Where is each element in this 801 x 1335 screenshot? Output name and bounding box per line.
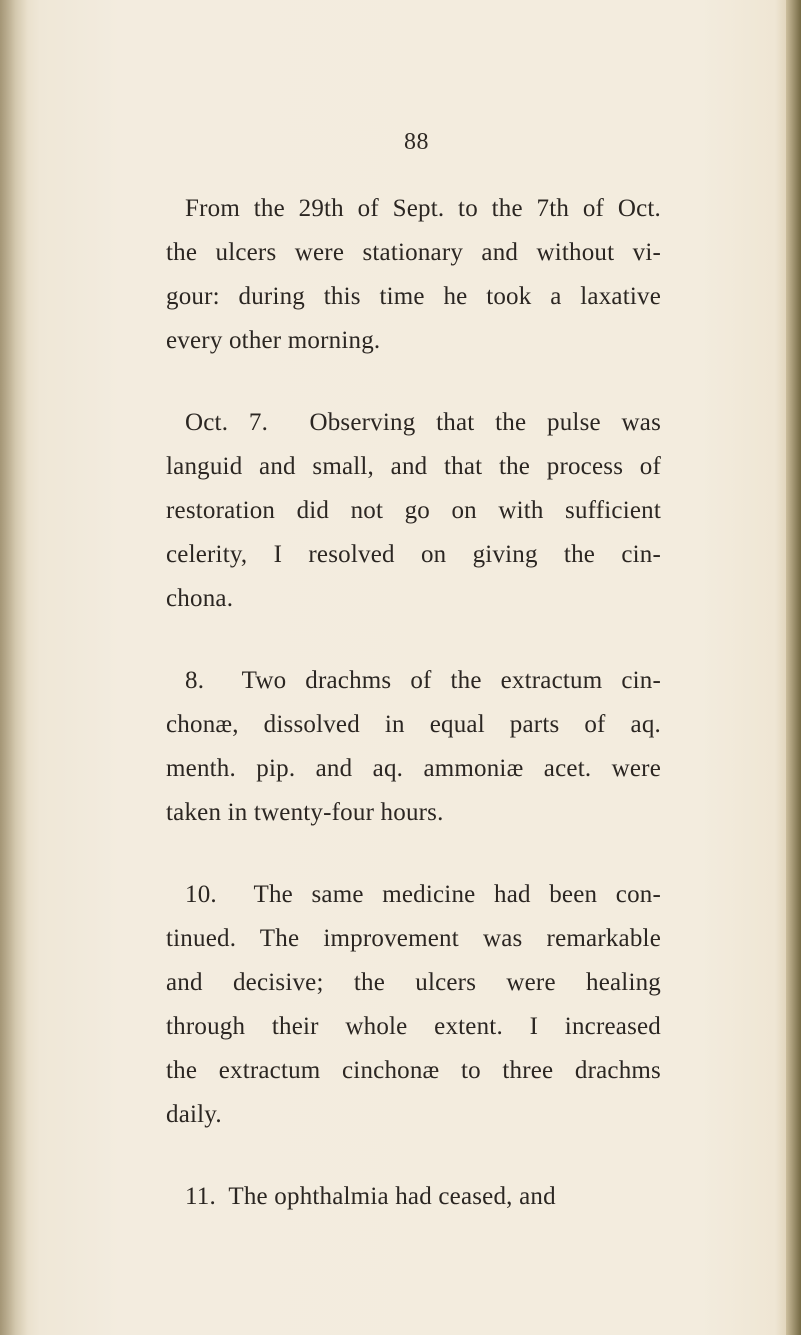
text-line: the extractum cinchonæ to three drachms bbox=[166, 1057, 661, 1084]
binding-shadow bbox=[0, 0, 28, 1335]
text-line: celerity, I resolved on giving the cin- bbox=[166, 541, 661, 568]
text-line: and decisive; the ulcers were healing bbox=[166, 969, 661, 996]
text-line: restoration did not go on with sufficient bbox=[166, 497, 661, 524]
text-line: gour: during this time he took a laxative bbox=[166, 283, 661, 310]
paragraph-1 bbox=[166, 187, 661, 363]
text-line: 10. The same medicine had been con- bbox=[185, 881, 661, 908]
text-line: tinued. The improvement was remarkable bbox=[166, 925, 661, 952]
page-edge-stain bbox=[786, 0, 801, 1335]
paragraph-3 bbox=[166, 659, 661, 835]
paragraph-4 bbox=[166, 873, 661, 1137]
text-line: daily. bbox=[166, 1101, 222, 1128]
text-line: taken in twenty-four hours. bbox=[166, 799, 444, 826]
body-text bbox=[166, 187, 661, 1219]
text-line: chona. bbox=[166, 585, 234, 612]
paragraph-2 bbox=[166, 401, 661, 621]
text-line: every other morning. bbox=[166, 327, 381, 354]
text-line: Oct. 7. Observing that the pulse was bbox=[185, 409, 661, 436]
text-line: 8. Two drachms of the extractum cin- bbox=[185, 667, 661, 694]
paragraph-5 bbox=[166, 1175, 661, 1219]
text-line: chonæ, dissolved in equal parts of aq. bbox=[166, 711, 661, 738]
text-line: the ulcers were stationary and without vi- bbox=[166, 239, 661, 266]
page-number: 88 bbox=[404, 129, 429, 155]
text-line: From the 29th of Sept. to the 7th of Oct. bbox=[185, 195, 661, 222]
text-line: menth. pip. and aq. ammoniæ acet. were bbox=[166, 755, 661, 782]
text-line: languid and small, and that the process of bbox=[166, 453, 661, 480]
text-line: 11. The ophthalmia had ceased, and bbox=[185, 1183, 556, 1210]
text-line: through their whole extent. I increased bbox=[166, 1013, 661, 1040]
